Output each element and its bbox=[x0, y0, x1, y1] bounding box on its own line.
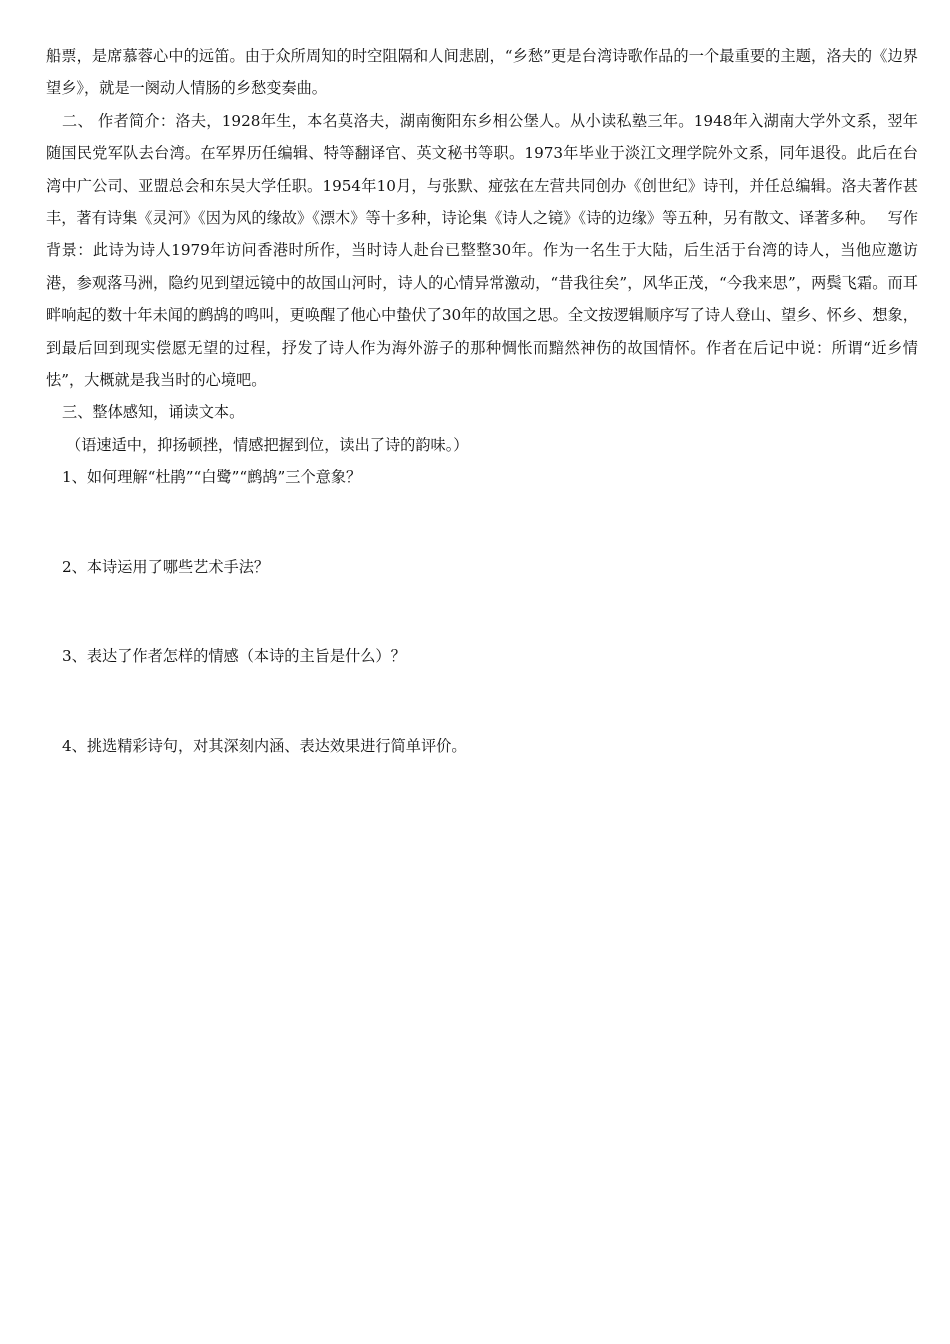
answer-space-1 bbox=[46, 494, 918, 551]
question-1: 1、如何理解“杜鹃”“白鹭”“鹧鸪”三个意象？ bbox=[62, 468, 362, 487]
question-3: 3、表达了作者怎样的情感（本诗的主旨是什么）？ bbox=[62, 647, 406, 666]
reading-instruction: （语速适中，抑扬顿挫，情感把握到位，读出了诗的韵味。） bbox=[66, 435, 469, 454]
paragraph-intro: 船票，是席慕蓉心中的远笛。由于众所周知的时空阻隔和人间悲剧，“乡愁”更是台湾诗歌作品的一个最重要的主题，洛夫的《边界望乡》，就是一阕动人情肠的乡愁变奏曲。 bbox=[46, 47, 918, 98]
answer-space-2 bbox=[46, 583, 918, 640]
paragraph-author-bio: 二、 作者简介：洛夫，1928年生，本名莫洛夫，湖南衡阳东乡相公堡人。从小读私塾三年。1948年入湖南大学外文系，翌年随国民党军队去台湾。在军界历任编辑、特等翻译官、英文秘书等职。1973年毕业于淡江文理学院外文系，同年退役。此后在台湾中广公司、亚盟总会和东吴大学任职。1954年10月，与张默、痖弦在左营共同创办《创世纪》诗刊，并任总编辑。洛夫著作甚丰，著有诗集《灵河》《因为风的缘故》《漂木》等十多种，诗论集《诗人之镜》《诗的边缘》等五种，另有散文、译著多种。 写作背景：此诗为诗人1979年访问香港时所作，当时诗人赴台已整整30年。作为一名生于大陆，后生活于台湾的诗人，当他应邀访港，参观落马洲，隐约见到望远镜中的故国山河时，诗人的心情异常激动，“昔我往矣”，风华正茂，“今我来思”，两鬓飞霜。而耳畔响起的数十年未闻的鹧鸪的鸣叫，更唤醒了他心中蛰伏了30年的故国之思。全文按逻辑顺序写了诗人登山、望乡、怀乡、想象，到最后回到现实偿愿无望的过程，抒发了诗人作为海外游子的那种惆怅而黯然神伤的故国情怀。作者在后记中说：所谓“近乡情怯”，大概就是我当时的心境吧。 bbox=[46, 111, 918, 390]
section-heading-overall-reading: 三、整体感知，诵读文本。 bbox=[62, 403, 245, 422]
document-page bbox=[46, 40, 918, 762]
question-4: 4、挑选精彩诗句，对其深刻内涵、表达效果进行简单评价。 bbox=[62, 736, 467, 755]
question-2: 2、本诗运用了哪些艺术手法？ bbox=[62, 557, 270, 576]
answer-space-3 bbox=[46, 673, 918, 730]
